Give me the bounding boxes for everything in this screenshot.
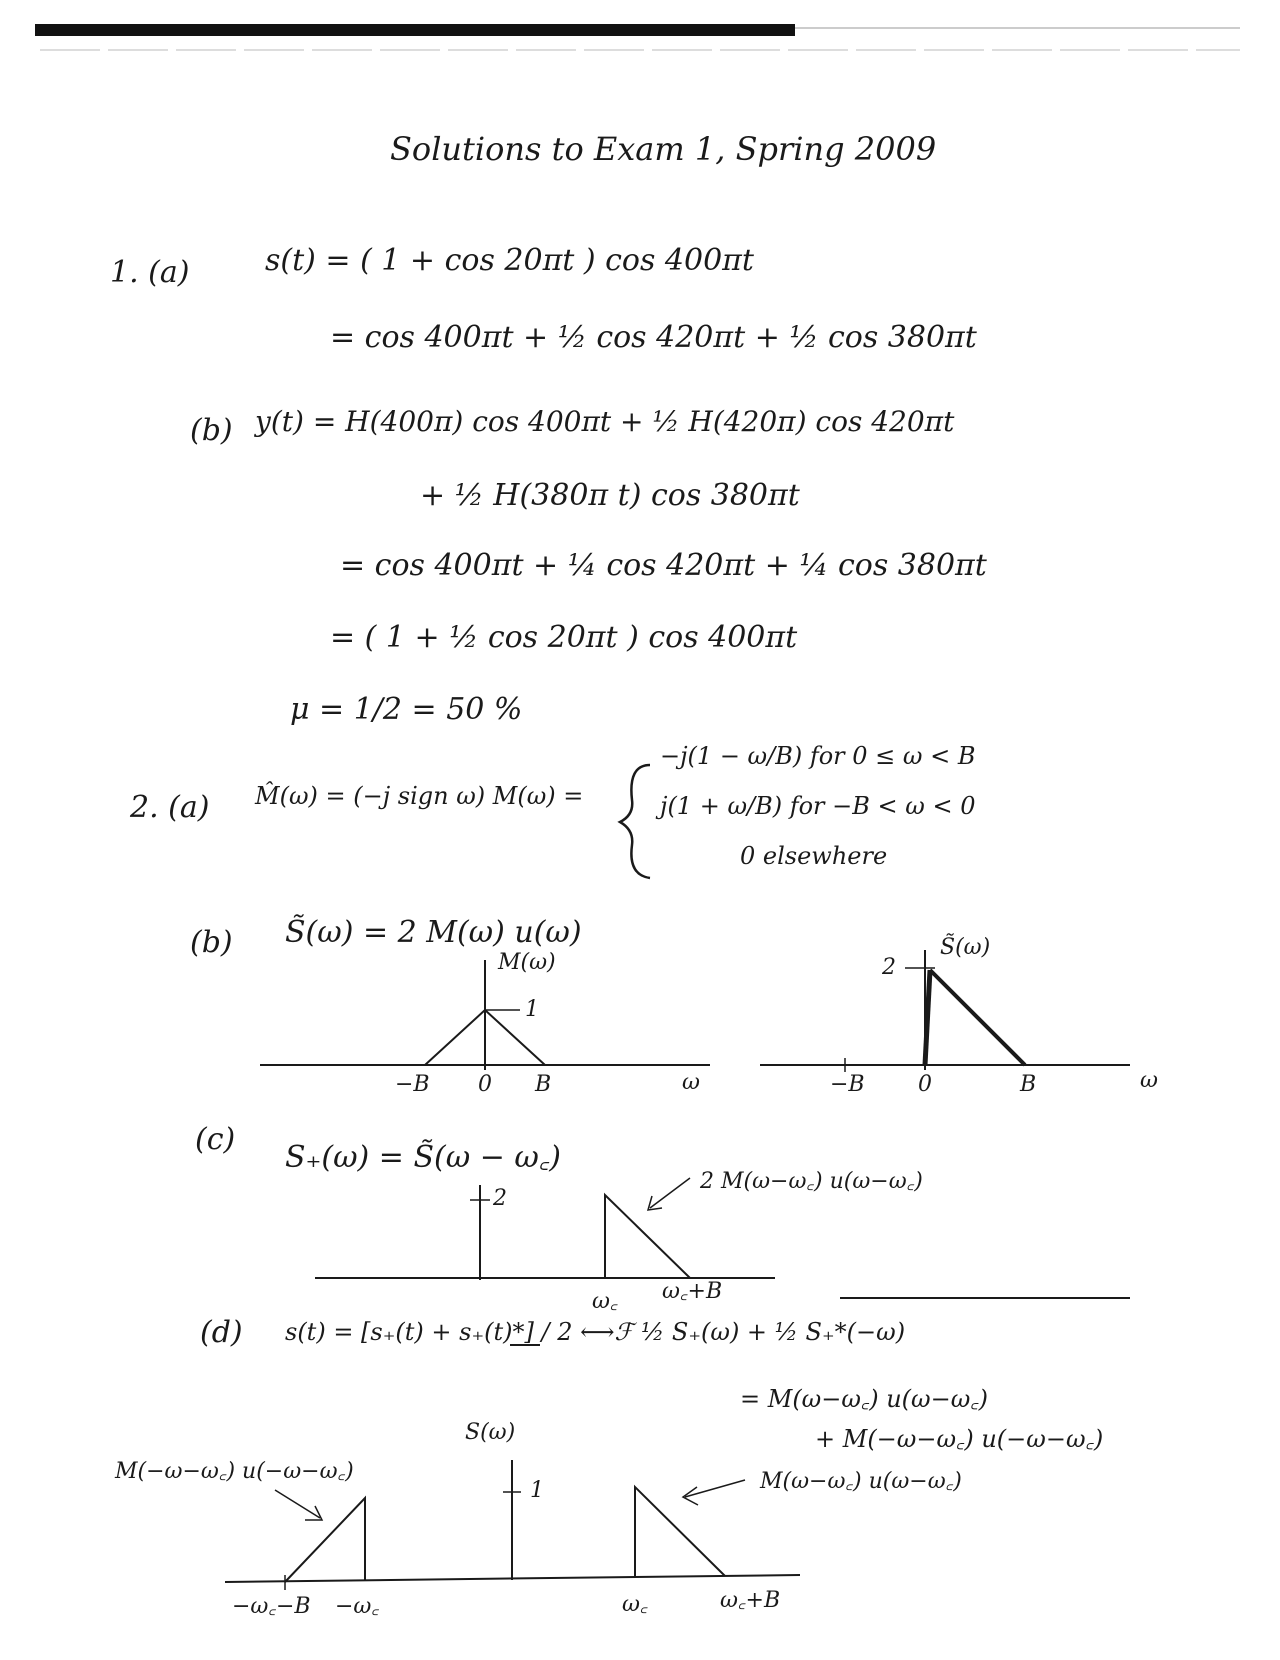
problem-1b-label: (b) [190, 413, 233, 448]
fig3-tick-a: ω꜀ [592, 1289, 618, 1314]
problem-2a-lhs: M̂(ω) = (−j sign ω) M(ω) = [255, 782, 584, 810]
fig4-tick-a: −ω꜀−B [232, 1594, 311, 1619]
fig2-tick-neg: −B [830, 1072, 865, 1097]
problem-2d-eq3: + M(−ω−ω꜀) u(−ω−ω꜀) [815, 1425, 1104, 1453]
m-omega-plot [260, 960, 710, 1070]
problem-1a-label: 1. (a) [110, 255, 190, 290]
fig3-peak-label: 2 [493, 1186, 507, 1211]
fig2-slope [930, 970, 1025, 1065]
fig4-arrow-left [275, 1490, 320, 1518]
problem-2a-case2: j(1 + ω/B) for −B < ω < 0 [660, 792, 976, 820]
fig3-triangle [605, 1195, 690, 1278]
problem-2d-eq2: = M(ω−ω꜀) u(ω−ω꜀) [740, 1385, 988, 1413]
fig4-annotation-left: M(−ω−ω꜀) u(−ω−ω꜀) [115, 1459, 354, 1484]
fig4-tick-c: ω꜀ [622, 1592, 648, 1617]
fig4-tick-b: −ω꜀ [335, 1594, 379, 1619]
fig3-annotation: 2 M(ω−ω꜀) u(ω−ω꜀) [700, 1169, 923, 1194]
problem-2a-label: 2. (a) [130, 790, 210, 825]
fig1-ylabel: M(ω) [498, 950, 556, 975]
fig1-tick-neg: −B [395, 1072, 430, 1097]
fig4-tick-d: ω꜀+B [720, 1588, 781, 1613]
problem-2a-case3: 0 elsewhere [740, 842, 888, 870]
fig2-tick-pos: B [1020, 1072, 1037, 1097]
problem-2c-label: (c) [195, 1122, 236, 1157]
page-title: Solutions to Exam 1, Spring 2009 [390, 130, 937, 168]
problem-2a-case1: −j(1 − ω/B) for 0 ≤ ω < B [660, 742, 976, 770]
problem-2d-label: (d) [200, 1315, 243, 1350]
fig1-tick-zero: 0 [478, 1072, 492, 1097]
fig2-peak-label: 2 [882, 955, 896, 980]
fig4-annotation-right: M(ω−ω꜀) u(ω−ω꜀) [760, 1469, 962, 1494]
fig3-tick-b: ω꜀+B [662, 1279, 723, 1304]
problem-2d-eq: s(t) = [s₊(t) + s₊(t)*] / 2 ⟷ℱ ½ S₊(ω) + ½ S₊*(−ω) [285, 1318, 906, 1346]
fig4-peak-label: 1 [530, 1478, 544, 1503]
problem-1-mu: μ = 1/2 = 50 % [290, 692, 523, 727]
problem-1b-line3: = cos 400πt + ¼ cos 420πt + ¼ cos 380πt [340, 548, 987, 583]
fig3-arrow [650, 1178, 690, 1208]
s-tilde-plot [760, 950, 1130, 1072]
fig1-xlabel: ω [682, 1070, 700, 1095]
problem-1b-line1: y(t) = H(400π) cos 400πt + ½ H(420π) cos 420πt [255, 405, 955, 438]
fig4-right-triangle [635, 1487, 725, 1578]
fig2-ylabel: S̃(ω) [940, 935, 991, 960]
problem-1b-line4: = ( 1 + ½ cos 20πt ) cos 400πt [330, 620, 798, 655]
fig4-ylabel: S(ω) [465, 1420, 516, 1445]
fig2-tick-zero: 0 [918, 1072, 932, 1097]
problem-1b-line2: + ½ H(380π t) cos 380πt [420, 478, 800, 513]
fig4-left-triangle [285, 1498, 365, 1582]
problem-2c-eq: S₊(ω) = S̃(ω − ω꜀) [285, 1140, 561, 1175]
fig1-tick-pos: B [535, 1072, 552, 1097]
problem-2b-label: (b) [190, 925, 233, 960]
problem-1a-line2: = cos 400πt + ½ cos 420πt + ½ cos 380πt [330, 320, 977, 355]
fig1-peak-label: 1 [525, 997, 539, 1022]
problem-1a-line1: s(t) = ( 1 + cos 20πt ) cos 400πt [265, 243, 754, 278]
fig2-xlabel: ω [1140, 1068, 1158, 1093]
problem-2b-eq: S̃(ω) = 2 M(ω) u(ω) [285, 915, 582, 950]
